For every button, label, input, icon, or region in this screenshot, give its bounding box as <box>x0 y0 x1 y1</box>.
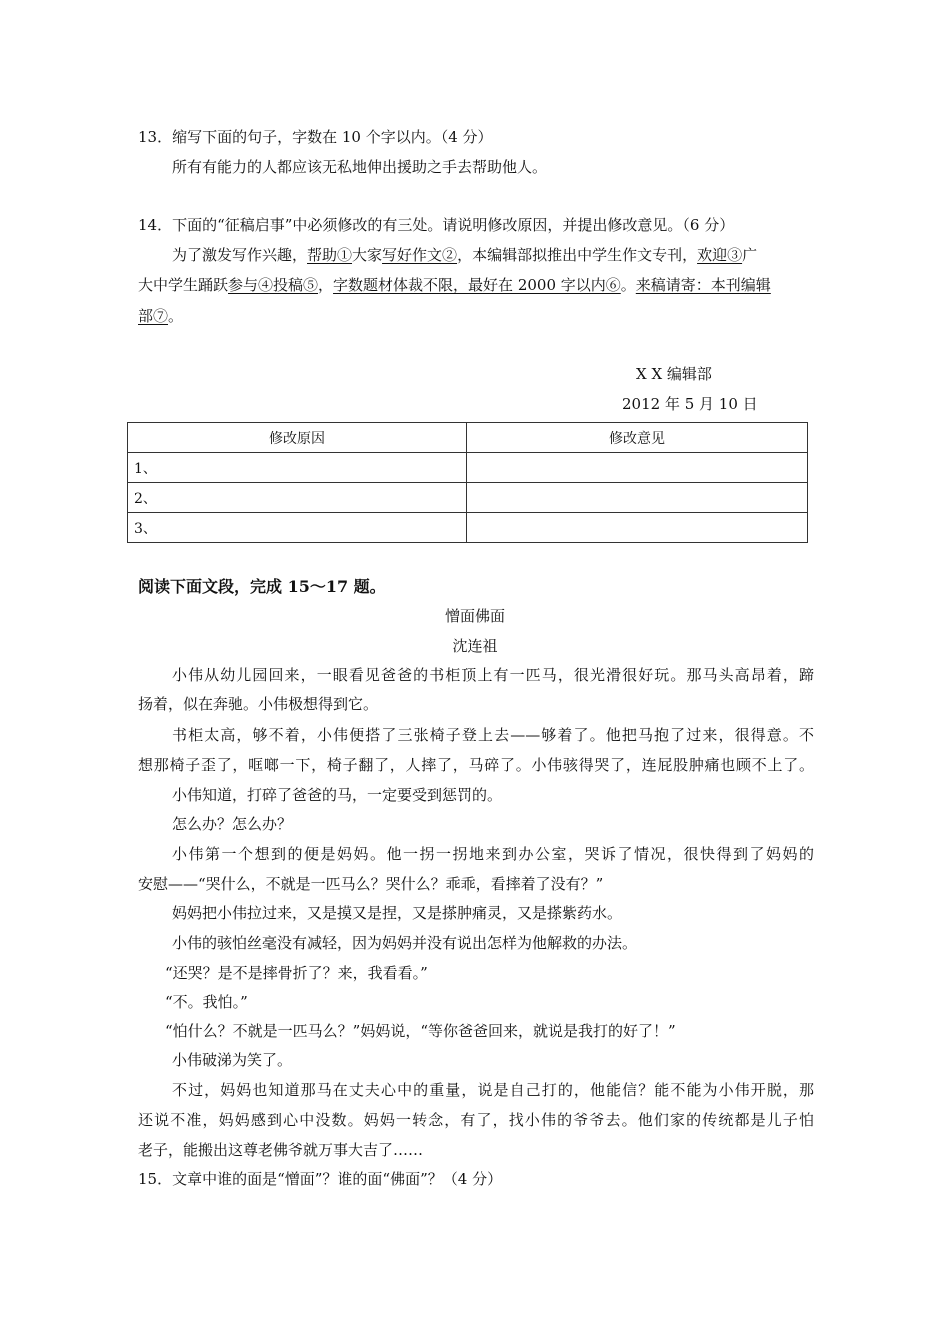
answer-cell[interactable] <box>467 513 808 543</box>
q14-underlined-seg: 参与④投稿⑤ <box>228 276 319 294</box>
story-line: 安慰——“哭什么，不就是一匹马么？哭什么？乖乖，看摔着了没有？” <box>138 875 604 893</box>
q14-seg: 为了激发写作兴趣， <box>172 246 308 264</box>
story-line: 怎么办？怎么办？ <box>172 815 293 833</box>
story-line: 老子，能搬出这尊老佛爷就万事大吉了…… <box>138 1141 424 1159</box>
revision-reason-header: 修改原因 <box>128 423 467 453</box>
table-row <box>128 453 808 483</box>
story-line: “还哭？是不是摔骨折了？来，我看看。” <box>165 964 428 982</box>
q14-paragraph-line1 <box>172 245 757 265</box>
q14-seg: 。 <box>620 276 636 294</box>
table-row <box>128 483 808 513</box>
q14-seg: ，本编辑部拟推出中学生作文专刊， <box>457 246 698 264</box>
story-line: 书柜太高，够不着，小伟便搭了三张椅子登上去——够着了。他把马抱了过来，很得意。不 <box>172 726 814 744</box>
answer-cell[interactable] <box>467 453 808 483</box>
q15-title: 15．文章中谁的面是“憎面”？谁的面“佛面”？（4 分） <box>138 1170 503 1188</box>
q14-underlined-seg: 欢迎③ <box>697 246 743 264</box>
q14-title: 14．下面的“征稿启事”中必须修改的有三处。请说明修改原因，并提出修改意见。（6 分） <box>138 216 735 234</box>
q14-seg: 。 <box>168 307 184 325</box>
q14-underlined-seg: 字数题材体裁不限，最好在 2000 字以内⑥ <box>333 276 621 294</box>
revision-suggestion-header: 修改意见 <box>467 423 808 453</box>
row-number: 3、 <box>128 513 467 543</box>
story-line: 小伟第一个想到的便是妈妈。他一拐一拐地来到办公室，哭诉了情况，很快得到了妈妈的 <box>172 845 814 863</box>
story-line: 还说不准，妈妈感到心中没数。妈妈一转念，有了，找小伟的爷爷去。他们家的传统都是儿子怕 <box>138 1111 814 1129</box>
story-line: 不过，妈妈也知道那马在丈夫心中的重量，说是自己打的，他能信？能不能为小伟开脱，那 <box>172 1081 814 1099</box>
story-line: 小伟的骇怕丝毫没有减轻，因为妈妈并没有说出怎样为他解救的办法。 <box>172 934 638 952</box>
story-title: 憎面佛面 <box>444 607 505 625</box>
q14-signature: X X 编辑部 <box>636 365 712 383</box>
q14-underlined-seg: 写好作文② <box>382 246 458 264</box>
q13-title: 13．缩写下面的句子，字数在 10 个字以内。（4 分） <box>138 128 493 146</box>
story-line: 扬着，似在奔驰。小伟极想得到它。 <box>138 695 379 713</box>
row-number: 2、 <box>128 483 467 513</box>
table-row <box>128 513 808 543</box>
q14-underlined-seg: 来稿请寄：本刊编辑 <box>635 276 771 294</box>
story-line: 小伟从幼儿园回来，一眼看见爸爸的书柜顶上有一匹马，很光滑很好玩。那马头高昂着，蹄 <box>172 666 814 684</box>
story-author: 沈连祖 <box>452 637 498 655</box>
q14-paragraph-line2 <box>138 275 771 295</box>
reading-instruction: 阅读下面文段，完成 15～17 题。 <box>138 577 386 596</box>
story-line: 想那椅子歪了，哐啷一下，椅子翻了，人摔了，马碎了。小伟骇得哭了，连屁股肿痛也顾不上了。 <box>138 756 814 774</box>
story-line: “怕什么？不就是一匹马么？”妈妈说，“等你爸爸回来，就说是我打的好了！” <box>165 1022 676 1040</box>
q14-date: 2012 年 5 月 10 日 <box>622 395 758 413</box>
story-line: 小伟知道，打碎了爸爸的马，一定要受到惩罚的。 <box>172 786 503 804</box>
q14-underlined-seg: 帮助① <box>307 246 353 264</box>
row-number: 1、 <box>128 453 467 483</box>
q14-underlined-seg: 部⑦ <box>138 307 169 325</box>
q14-seg: 广 <box>742 246 758 264</box>
story-line: 妈妈把小伟拉过来，又是摸又是捏，又是搽肿痛灵，又是搽紫药水。 <box>172 904 623 922</box>
story-line: 小伟破涕为笑了。 <box>172 1051 293 1069</box>
q14-seg: ， <box>318 276 334 294</box>
story-line: “不。我怕。” <box>165 993 248 1011</box>
revision-table-header <box>128 423 808 453</box>
q14-seg: 大家 <box>352 246 383 264</box>
q14-seg: 大中学生踊跃 <box>138 276 229 294</box>
q14-paragraph-line3 <box>138 306 183 326</box>
revision-table <box>127 422 808 543</box>
q13-sentence: 所有有能力的人都应该无私地伸出援助之手去帮助他人。 <box>172 158 548 176</box>
answer-cell[interactable] <box>467 483 808 513</box>
